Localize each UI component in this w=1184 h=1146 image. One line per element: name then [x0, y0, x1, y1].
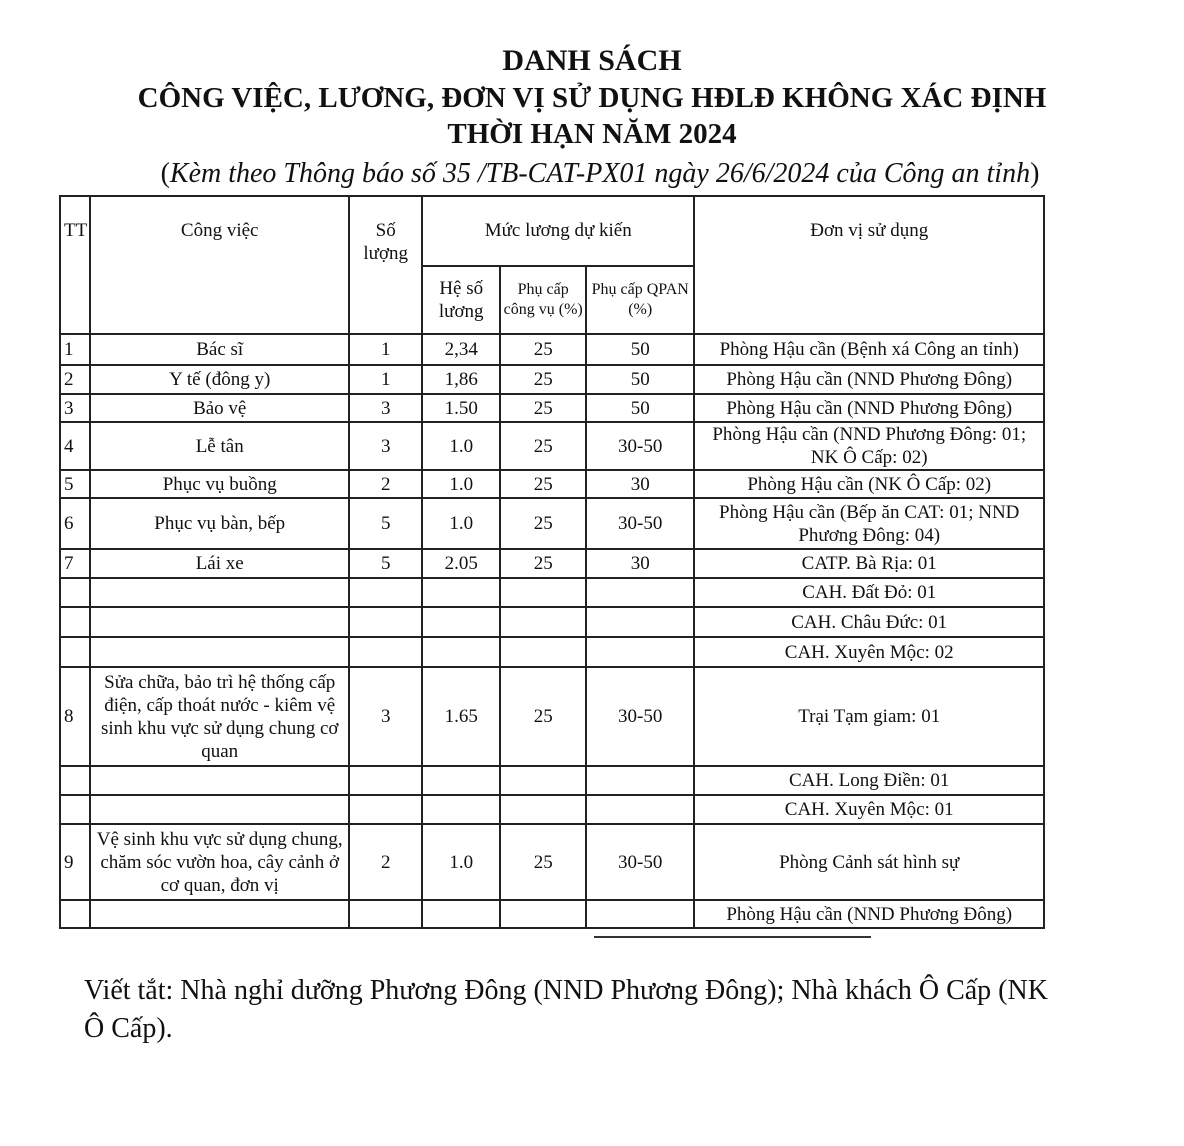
row-tt: 5 — [60, 470, 90, 498]
row-coef: 1.0 — [422, 470, 500, 498]
row-job: Lễ tân — [90, 422, 349, 470]
row-job: Bảo vệ — [90, 394, 349, 422]
row-unit: Phòng Cảnh sát hình sự — [694, 824, 1044, 900]
row-unit: Trại Tạm giam: 01 — [694, 667, 1044, 766]
row-qty: 5 — [349, 498, 422, 549]
row-coef — [422, 900, 500, 928]
row-allowance-duty — [500, 578, 586, 607]
row-allowance-qpan: 30-50 — [586, 667, 694, 766]
row-qty: 1 — [349, 365, 422, 394]
row-unit: Phòng Hậu cần (NND Phương Đông: 01; NK Ô Cấp: 02) — [694, 422, 1044, 470]
row-tt: 7 — [60, 549, 90, 578]
row-qty: 3 — [349, 394, 422, 422]
row-allowance-duty — [500, 795, 586, 824]
row-tt — [60, 637, 90, 667]
abbreviation-note: Viết tắt: Nhà nghỉ dưỡng Phương Đông (NND Phương Đông); Nhà khách Ô Cấp (NK Ô Cấp). — [84, 975, 1048, 1044]
table-row — [60, 422, 1044, 470]
row-qty: 3 — [349, 667, 422, 766]
doc-subtitle: (Kèm theo Thông báo số 35 /TB-CAT-PX01 ngày 26/6/2024 của Công an tỉnh) — [160, 158, 1040, 189]
row-coef: 1.50 — [422, 394, 500, 422]
row-qty — [349, 795, 422, 824]
row-job: Vệ sinh khu vực sử dụng chung, chăm sóc vườn hoa, cây cảnh ở cơ quan, đơn vị — [90, 824, 349, 900]
table-row — [60, 498, 1044, 549]
row-coef: 1,86 — [422, 365, 500, 394]
row-job — [90, 795, 349, 824]
row-coef — [422, 795, 500, 824]
end-rule — [594, 936, 871, 938]
row-job: Y tế (đông y) — [90, 365, 349, 394]
row-job: Phục vụ bàn, bếp — [90, 498, 349, 549]
row-allowance-duty: 25 — [500, 824, 586, 900]
table-row — [60, 637, 1044, 667]
row-allowance-qpan: 30-50 — [586, 824, 694, 900]
row-tt: 8 — [60, 667, 90, 766]
table-row — [60, 334, 1044, 365]
row-job — [90, 578, 349, 607]
doc-title: DANH SÁCH — [502, 44, 682, 77]
table-row — [60, 365, 1044, 394]
row-allowance-qpan: 50 — [586, 365, 694, 394]
row-qty — [349, 578, 422, 607]
row-unit: CAH. Đất Đỏ: 01 — [694, 578, 1044, 607]
doc-title-line-3: THỜI HẠN NĂM 2024 — [447, 118, 737, 150]
row-coef: 1.0 — [422, 498, 500, 549]
row-coef: 1.65 — [422, 667, 500, 766]
table-row — [60, 795, 1044, 824]
job-table — [59, 195, 1045, 929]
row-coef — [422, 578, 500, 607]
row-unit: CAH. Xuyên Mộc: 02 — [694, 637, 1044, 667]
row-qty — [349, 607, 422, 637]
header-allowance-qpan: Phụ cấp QPAN (%) — [586, 266, 694, 334]
row-unit: Phòng Hậu cần (NND Phương Đông) — [694, 365, 1044, 394]
row-unit: CATP. Bà Rịa: 01 — [694, 549, 1044, 578]
row-job — [90, 900, 349, 928]
table-row — [60, 578, 1044, 607]
row-job: Lái xe — [90, 549, 349, 578]
row-unit: CAH. Xuyên Mộc: 01 — [694, 795, 1044, 824]
row-allowance-qpan — [586, 900, 694, 928]
row-allowance-duty — [500, 900, 586, 928]
row-qty — [349, 766, 422, 795]
header-coef: Hệ số lương — [422, 266, 500, 334]
header-qty: Số lượng — [349, 196, 422, 334]
row-allowance-qpan: 50 — [586, 394, 694, 422]
row-allowance-duty — [500, 766, 586, 795]
row-coef: 1.0 — [422, 422, 500, 470]
table-row — [60, 607, 1044, 637]
row-allowance-qpan: 30-50 — [586, 498, 694, 549]
row-allowance-duty — [500, 607, 586, 637]
row-coef: 2,34 — [422, 334, 500, 365]
row-qty: 2 — [349, 824, 422, 900]
header-allowance-duty: Phụ cấp công vụ (%) — [500, 266, 586, 334]
row-tt: 1 — [60, 334, 90, 365]
header-row — [60, 196, 1044, 266]
row-allowance-qpan — [586, 766, 694, 795]
row-allowance-duty — [500, 637, 586, 667]
row-allowance-qpan — [586, 607, 694, 637]
row-qty: 2 — [349, 470, 422, 498]
row-tt: 4 — [60, 422, 90, 470]
row-job: Sửa chữa, bảo trì hệ thống cấp điện, cấp thoát nước - kiêm vệ sinh khu vực sử dụng chung cơ quan — [90, 667, 349, 766]
row-qty — [349, 900, 422, 928]
table-row — [60, 549, 1044, 578]
row-allowance-duty: 25 — [500, 422, 586, 470]
table-row — [60, 667, 1044, 766]
row-allowance-qpan — [586, 637, 694, 667]
header-unit: Đơn vị sử dụng — [694, 196, 1044, 334]
row-allowance-duty: 25 — [500, 394, 586, 422]
row-allowance-duty: 25 — [500, 470, 586, 498]
row-unit: Phòng Hậu cần (Bếp ăn CAT: 01; NND Phương Đông: 04) — [694, 498, 1044, 549]
row-job — [90, 637, 349, 667]
row-tt — [60, 766, 90, 795]
row-allowance-qpan: 30 — [586, 549, 694, 578]
row-allowance-duty: 25 — [500, 365, 586, 394]
row-unit: CAH. Long Điền: 01 — [694, 766, 1044, 795]
row-allowance-duty: 25 — [500, 498, 586, 549]
row-unit: Phòng Hậu cần (NND Phương Đông) — [694, 900, 1044, 928]
row-job — [90, 766, 349, 795]
row-tt — [60, 900, 90, 928]
row-tt: 3 — [60, 394, 90, 422]
table-row — [60, 766, 1044, 795]
row-allowance-qpan — [586, 795, 694, 824]
header-job: Công việc — [90, 196, 349, 334]
header-salary: Mức lương dự kiến — [422, 196, 694, 266]
row-allowance-qpan — [586, 578, 694, 607]
row-qty — [349, 637, 422, 667]
row-allowance-duty: 25 — [500, 334, 586, 365]
row-unit: Phòng Hậu cần (NND Phương Đông) — [694, 394, 1044, 422]
row-unit: Phòng Hậu cần (Bệnh xá Công an tỉnh) — [694, 334, 1044, 365]
table-row — [60, 394, 1044, 422]
row-qty: 3 — [349, 422, 422, 470]
row-allowance-duty: 25 — [500, 667, 586, 766]
row-tt — [60, 795, 90, 824]
row-coef — [422, 766, 500, 795]
row-tt: 6 — [60, 498, 90, 549]
table-row — [60, 900, 1044, 928]
row-coef: 1.0 — [422, 824, 500, 900]
table-row — [60, 470, 1044, 498]
row-job: Phục vụ buồng — [90, 470, 349, 498]
row-tt — [60, 578, 90, 607]
row-allowance-qpan: 30 — [586, 470, 694, 498]
header-tt: TT — [60, 196, 90, 334]
row-tt: 2 — [60, 365, 90, 394]
row-tt — [60, 607, 90, 637]
doc-title-line-2: CÔNG VIỆC, LƯƠNG, ĐƠN VỊ SỬ DỤNG HĐLĐ KHÔNG XÁC ĐỊNH — [137, 82, 1047, 114]
row-tt: 9 — [60, 824, 90, 900]
row-coef: 2.05 — [422, 549, 500, 578]
row-coef — [422, 607, 500, 637]
row-job — [90, 607, 349, 637]
row-allowance-qpan: 50 — [586, 334, 694, 365]
row-unit: Phòng Hậu cần (NK Ô Cấp: 02) — [694, 470, 1044, 498]
row-unit: CAH. Châu Đức: 01 — [694, 607, 1044, 637]
row-qty: 5 — [349, 549, 422, 578]
row-allowance-duty: 25 — [500, 549, 586, 578]
row-coef — [422, 637, 500, 667]
row-qty: 1 — [349, 334, 422, 365]
row-allowance-qpan: 30-50 — [586, 422, 694, 470]
row-job: Bác sĩ — [90, 334, 349, 365]
table-row — [60, 824, 1044, 900]
